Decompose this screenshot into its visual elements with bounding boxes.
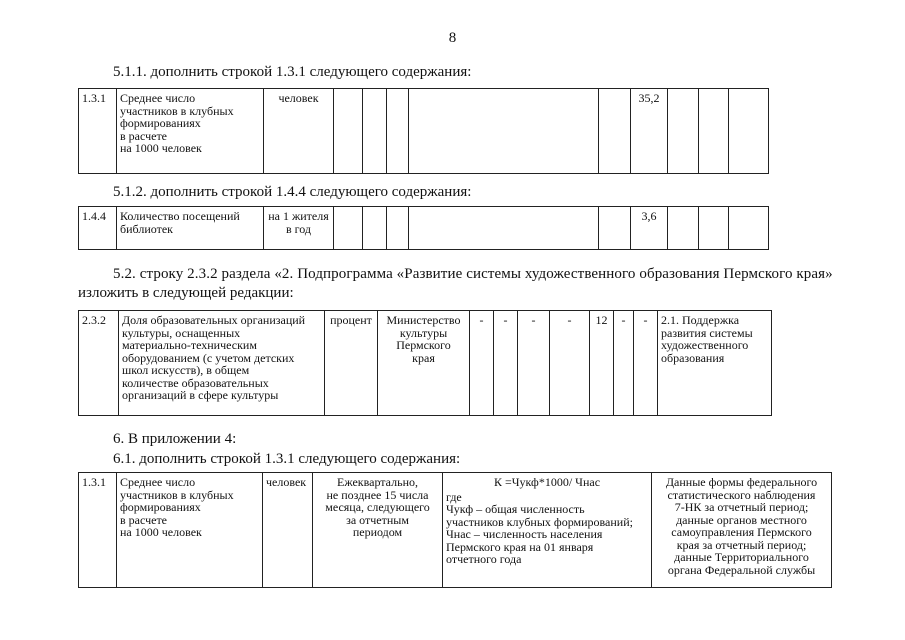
empty-cell bbox=[363, 207, 387, 250]
empty-cell bbox=[699, 207, 729, 250]
table-row-1-4-4 bbox=[78, 206, 769, 250]
empty-cell bbox=[334, 89, 363, 174]
indicator-name: Количество посещений библиотек bbox=[117, 207, 264, 250]
source-cell: Данные формы федерального статистического наблюдения 7-НК за отчетный период; данные органов местного самоуправления Пермского края за отчетный период; данные Территориального органа Федеральной службы bbox=[652, 473, 832, 588]
page-number: 8 bbox=[448, 30, 457, 46]
paragraph-5-2-line2: изложить в следующей редакции: bbox=[78, 285, 294, 301]
value-cell: - bbox=[550, 311, 590, 416]
empty-cell bbox=[334, 207, 363, 250]
paragraph-6: 6. В приложении 4: bbox=[113, 431, 237, 447]
row-code: 1.3.1 bbox=[79, 473, 117, 588]
unit-cell: человек bbox=[264, 89, 334, 174]
formula-description: где Чукф – общая численность участников клубных формирований; Чнас – численность населения Пермского края на 01 января отчетного года bbox=[446, 489, 633, 566]
formula-cell bbox=[443, 473, 652, 588]
empty-cell bbox=[363, 89, 387, 174]
empty-cell bbox=[387, 207, 409, 250]
empty-cell bbox=[599, 207, 631, 250]
value-cell: - bbox=[634, 311, 658, 416]
empty-cell bbox=[729, 207, 769, 250]
row-code: 1.3.1 bbox=[79, 89, 117, 174]
table-row-1-3-1 bbox=[78, 88, 769, 174]
task-cell: 2.1. Поддержка развития системы художественного образования bbox=[658, 311, 772, 416]
unit-cell: процент bbox=[325, 311, 378, 416]
row-code: 1.4.4 bbox=[79, 207, 117, 250]
paragraph-5-1-1: 5.1.1. дополнить строкой 1.3.1 следующего содержания: bbox=[113, 64, 472, 80]
paragraph-5-2-line1: 5.2. строку 2.3.2 раздела «2. Подпрограмма «Развитие системы художественного образования Пермского края» bbox=[113, 266, 833, 282]
value-cell: - bbox=[470, 311, 494, 416]
indicator-name: Среднее число участников в клубных формированиях в расчете на 1000 человек bbox=[117, 473, 263, 588]
value-cell: 12 bbox=[590, 311, 614, 416]
formula: К =Чукф*1000/ Чнас bbox=[493, 475, 601, 489]
empty-cell bbox=[668, 89, 699, 174]
empty-cell bbox=[729, 89, 769, 174]
value-cell: - bbox=[494, 311, 518, 416]
empty-cell bbox=[599, 89, 631, 174]
empty-cell bbox=[409, 89, 599, 174]
unit-cell: на 1 жителя в год bbox=[264, 207, 334, 250]
value-cell: - bbox=[614, 311, 634, 416]
empty-cell bbox=[387, 89, 409, 174]
paragraph-6-1: 6.1. дополнить строкой 1.3.1 следующего содержания: bbox=[113, 451, 461, 467]
value-cell: - bbox=[518, 311, 550, 416]
value-cell: 35,2 bbox=[631, 89, 668, 174]
ministry-cell: Министерство культуры Пермского края bbox=[378, 311, 470, 416]
paragraph-5-1-2: 5.1.2. дополнить строкой 1.4.4 следующего содержания: bbox=[113, 184, 472, 200]
empty-cell bbox=[409, 207, 599, 250]
empty-cell bbox=[699, 89, 729, 174]
table-row-2-3-2 bbox=[78, 310, 772, 416]
unit-cell: человек bbox=[263, 473, 313, 588]
indicator-name: Среднее число участников в клубных формированиях в расчете на 1000 человек bbox=[117, 89, 264, 174]
empty-cell bbox=[668, 207, 699, 250]
indicator-name: Доля образовательных организаций культуры, оснащенных материально-техническим оборудованием (с учетом детских школ искусств), в общем количестве образовательных организаций в сфере культуры bbox=[119, 311, 325, 416]
value-cell: 3,6 bbox=[631, 207, 668, 250]
table-appendix-row-1-3-1 bbox=[78, 472, 832, 588]
row-code: 2.3.2 bbox=[79, 311, 119, 416]
period-cell: Ежеквартально, не позднее 15 числа месяца, следующего за отчетным периодом bbox=[313, 473, 443, 588]
